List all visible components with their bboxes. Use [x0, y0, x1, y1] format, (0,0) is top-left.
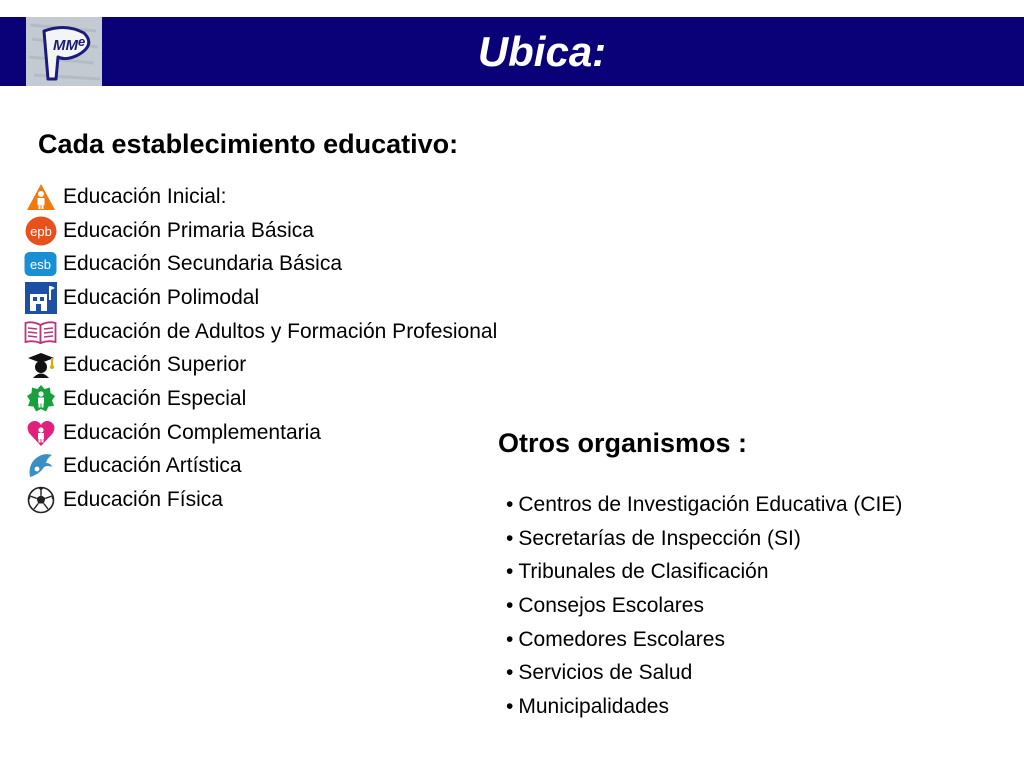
epb-icon: [24, 214, 57, 247]
list-item-label: Educación Complementaria: [63, 420, 321, 444]
list-item-fisica: [24, 483, 497, 517]
bullet: •: [506, 526, 514, 550]
svg-text:epb: epb: [29, 223, 52, 239]
list-item-epb: [24, 214, 497, 248]
list-item-artistica: [24, 450, 497, 484]
bullet: •: [506, 593, 514, 617]
list-item-label: Comedores Escolares: [518, 627, 725, 651]
list-item-label: Educación Primaria Básica: [63, 218, 314, 242]
list-item-superior: [24, 348, 497, 382]
bullet: •: [506, 661, 514, 685]
list-item-especial: [24, 382, 497, 416]
list-item: [506, 589, 902, 623]
svg-text:esb: esb: [30, 257, 51, 273]
otros-heading: Otros organismos :: [498, 428, 748, 458]
esb-icon: [24, 248, 57, 281]
list-item-label: Educación Polimodal: [63, 285, 260, 309]
list-item-label: Municipalidades: [518, 694, 669, 718]
list-item: [506, 555, 902, 589]
list-item-label: Centros de Investigación Educativa (CIE): [518, 492, 903, 516]
especial-icon: [24, 382, 57, 415]
list-item: [506, 690, 902, 724]
bullet: •: [506, 560, 514, 584]
svg-text:e: e: [78, 34, 86, 49]
header-bar: [0, 17, 1024, 86]
list-item: [506, 656, 902, 690]
otros-list: [506, 488, 902, 724]
list-item-esb: [24, 247, 497, 281]
establecimientos-heading: Cada establecimiento educativo:: [38, 129, 459, 159]
bullet: •: [506, 694, 514, 718]
establecimientos-list: [24, 180, 497, 517]
polimodal-icon: [24, 281, 57, 314]
soccer-ball-icon: [24, 484, 57, 517]
bullet: •: [506, 627, 514, 651]
list-item-label: Secretarías de Inspección (SI): [518, 526, 801, 550]
list-item-label: Educación Secundaria Básica: [63, 252, 343, 276]
list-item-complementaria: [24, 416, 497, 450]
page-title: Ubica:: [477, 28, 607, 75]
heart-icon: [24, 416, 57, 449]
list-item-label: Servicios de Salud: [518, 661, 693, 685]
graduation-cap-icon: [24, 349, 57, 382]
inicial-icon: [24, 180, 57, 213]
svg-text:MM: MM: [53, 37, 78, 54]
list-item-label: Tribunales de Clasificación: [518, 560, 769, 584]
list-item-label: Educación Superior: [63, 353, 247, 377]
list-item-inicial: [24, 180, 497, 214]
list-item-polimodal: [24, 281, 497, 315]
bullet: •: [506, 492, 514, 516]
list-item-label: Educación de Adultos y Formación Profesional: [63, 319, 498, 343]
list-item: [506, 488, 902, 522]
list-item-label: Educación Física: [63, 488, 223, 512]
list-item: [506, 522, 902, 556]
list-item-adultos: [24, 315, 497, 349]
list-item-label: Educación Artística: [63, 454, 242, 478]
list-item: [506, 623, 902, 657]
list-item-label: Consejos Escolares: [518, 593, 704, 617]
list-item-label: Educación Inicial:: [63, 184, 227, 208]
list-item-label: Educación Especial: [63, 386, 247, 410]
book-icon: [24, 315, 57, 348]
artistica-icon: [24, 450, 57, 483]
